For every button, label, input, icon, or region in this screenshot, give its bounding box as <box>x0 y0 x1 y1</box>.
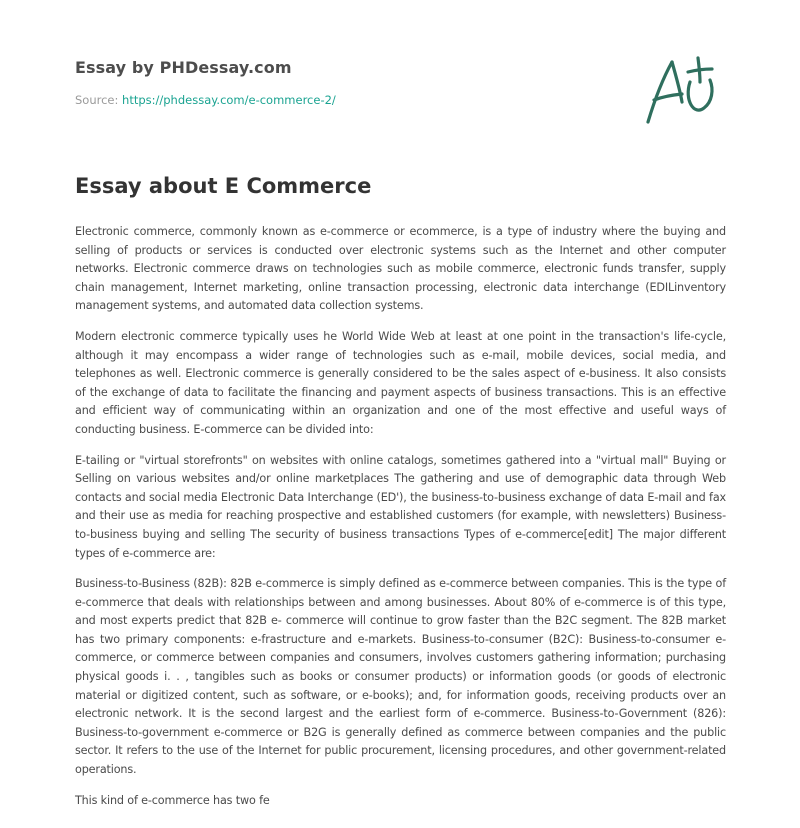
site-title: Essay by PHDessay.com <box>75 58 292 77</box>
source-line <box>75 93 615 107</box>
essay-paragraph-4: Business-to-Business (82B): 82B e-commerce is simply defined as e-commerce between companies. This is the type of e-commerce that deals with relationships between and among businesses. About 80% of e-commerce is of this type, and most experts predict that 82B e- commerce will continue to grow faster than the B2C segment. The 82B market has two primary components: e-frastructure and e-markets. Business-to-consumer (B2C): Business-to-consumer e-commerce, or commerce between companies and consumers, involves customers gathering information; purchasing physical goods i. . , tangibles such as books or consumer products) or information goods (or goods of electronic material or digitized content, such as software, or e-books); and, for information goods, receiving products over an electronic network. It is the second largest and the earliest form of e-commerce. Business-to-Government (826): Business-to-government e-commerce or B2G is generally defined as commerce between companies and the public sector. It refers to the use of the Internet for public procurement, licensing procedures, and other government-related operations. <box>75 577 726 777</box>
essay-body <box>75 223 726 822</box>
a-plus-logo-icon <box>640 50 726 130</box>
essay-title: Essay about E Commerce <box>75 174 372 198</box>
source-label: Source: <box>75 93 123 107</box>
page-header <box>75 58 615 107</box>
essay-paragraph-5: This kind of e-commerce has two fe <box>75 793 270 807</box>
essay-paragraph-1: Electronic commerce, commonly known as e-commerce or ecommerce, is a type of industry where the buying and selling of products or services is conducted over electronic systems such as the Internet and other computer networks. Electronic commerce draws on technologies such as mobile commerce, electronic funds transfer, supply chain management, Internet marketing, online transaction processing, electronic data interchange (EDILinventory management systems, and automated data collection systems. <box>75 225 726 313</box>
essay-paragraph-2: Modern electronic commerce typically uses he World Wide Web at least at one point in the transaction's life-cycle, although it may encompass a wider range of technologies such as e-mail, mobile devices, social media, and telephones as well. Electronic commerce is generally considered to be the sales aspect of e-business. It also consists of the exchange of data to facilitate the financing and payment aspects of business transactions. This is an effective and efficient way of communicating within an organization and one of the most effective and useful ways of conducting business. E-commerce can be divided into: <box>75 329 726 436</box>
essay-paragraph-3: E-tailing or "virtual storefronts" on websites with online catalogs, sometimes gathered into a "virtual mall" Buying or Selling on various websites and/or online marketplaces The gathering and use of demographic data through Web contacts and social media Electronic Data Interchange (ED'), the business-to-business exchange of data E-mail and fax and their use as media for reaching prospective and established customers (for example, with newsletters) Business-to-business buying and selling The security of business transactions Types of e-commerce[edit] The major different types of e-commerce are: <box>75 453 726 560</box>
source-link[interactable]: https://phdessay.com/e-commerce-2/ <box>122 93 336 107</box>
